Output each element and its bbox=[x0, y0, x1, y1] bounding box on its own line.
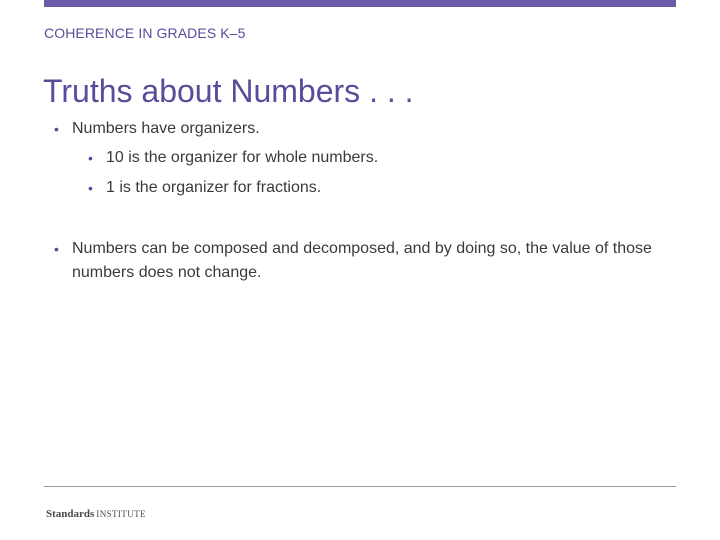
bullet-item bbox=[54, 237, 694, 285]
slide-title: Truths about Numbers . . . bbox=[43, 73, 414, 110]
section-label: COHERENCE IN GRADES K–5 bbox=[44, 25, 246, 41]
footer-divider bbox=[44, 486, 676, 487]
top-accent-bar bbox=[44, 0, 676, 7]
sub-bullet-item bbox=[88, 146, 668, 170]
bullet-text: Numbers can be composed and decomposed, and by doing so, the value of those numbers does not change. bbox=[72, 240, 652, 281]
sub-bullet-item bbox=[88, 176, 668, 200]
sub-bullet-text: 10 is the organizer for whole numbers. bbox=[106, 149, 379, 166]
bullet-marker: • bbox=[54, 121, 59, 137]
logo-main-text: Standards bbox=[46, 508, 95, 520]
bullet-item bbox=[54, 117, 674, 141]
standards-institute-logo bbox=[46, 504, 146, 522]
sub-bullet-text: 1 is the organizer for fractions. bbox=[106, 179, 322, 196]
logo-sub-text: INSTITUTE bbox=[96, 509, 146, 519]
bullet-marker: • bbox=[54, 241, 59, 257]
bullet-text: Numbers have organizers. bbox=[72, 120, 260, 137]
bullet-marker: • bbox=[88, 150, 93, 166]
bullet-marker: • bbox=[88, 180, 93, 196]
